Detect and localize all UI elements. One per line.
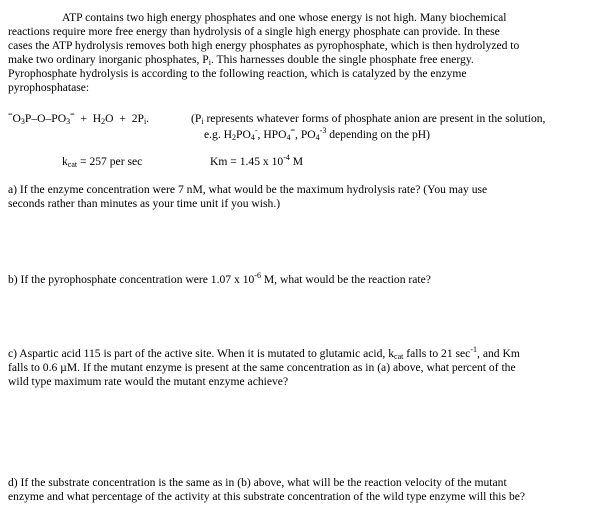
intro-line-2: reactions require more free energy than hydrolysis of a single high energy phosphate can provide. In these: [8, 25, 500, 38]
question-b: b) If the pyrophosphate concentration were 1.07 x $10^{-6}$ M, what would be the reaction rate?: [8, 271, 431, 286]
intro-line-1: ATP contains two high energy phosphates and one whose energy is not high. Many biochemical: [62, 11, 507, 24]
question-a-line-2: seconds rather than minutes as your time unit if you wish.): [8, 197, 281, 210]
intro-line-5: Pyrophosphate hydrolysis is according to the following reaction, which is catalyzed by the enzyme: [8, 67, 467, 80]
kcat-value: $k_{cat} = 257$ per sec: [62, 155, 143, 169]
question-d-line-1: d) If the substrate concentration is the same as in (b) above, what will be the reaction velocity of the mutant: [8, 476, 507, 489]
reaction-equation: $^=O_3P-O-PO_3^= + H_2O + 2P_i$.: [8, 110, 150, 126]
reaction-note-line-2: e.g. $H_2PO_4^-$, $HPO_4^=$, $PO_4^{-3}$ depending on the pH): [204, 126, 431, 142]
intro-line-3: cases the ATP hydrolysis removes both high energy phosphates as pyrophosphate, which is then hydrolyzed to: [8, 39, 520, 52]
km-value: Km = 1.45 x $10^{-4}$ M: [210, 153, 304, 168]
question-c-line-1: c) Aspartic acid 115 is part of the active site. When it is mutated to glutamic acid, $k_{cat}$ falls to 21 $\sec^{-1}$, and Km: [8, 345, 520, 361]
intro-line-4: make two ordinary inorganic phosphates, $P_i$. This harnesses double the single phosphate free energy.: [8, 53, 474, 67]
question-a-line-1: a) If the enzyme concentration were 7 nM, what would be the maximum hydrolysis rate? (You may use: [8, 183, 488, 196]
reaction-note-line-1: ($P_i$ represents whatever forms of phosphate anion are present in the solution,: [191, 112, 546, 126]
question-c-line-3: wild type maximum rate would the mutant enzyme achieve?: [8, 375, 289, 388]
intro-line-6: pyrophosphatase:: [8, 81, 90, 94]
question-d-line-2: enzyme and what percentage of the activity at this substrate concentration of the wild type enzyme will this be?: [8, 490, 526, 503]
question-c-line-2: falls to 0.6 µM. If the mutant enzyme is present at the same concentration as in (a) above, what percent of the: [8, 361, 516, 374]
